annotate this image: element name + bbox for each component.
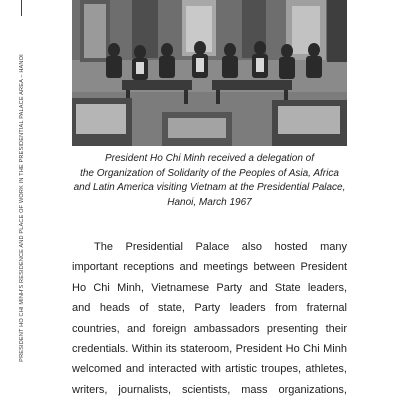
body-paragraph bbox=[72, 237, 347, 400]
body-line: writers, journalists, scientists, mass organizations, bbox=[72, 383, 347, 396]
caption-line: and Latin America visiting Vietnam at the Presidential Palace, bbox=[73, 182, 346, 193]
caption-line: the Organization of Solidarity of the Peoples of Asia, Africa bbox=[80, 167, 339, 179]
body-line: important receptions and meetings between President bbox=[72, 261, 347, 274]
photo-caption bbox=[72, 152, 347, 210]
caption-line: Hanoi, March 1967 bbox=[167, 196, 252, 208]
body-line: Ho Chi Minh, Vietnamese Party and State leaders, bbox=[72, 281, 347, 294]
body-line: welcomed and interacted with artistic troupes, athletes, bbox=[72, 363, 347, 376]
body-line: The Presidential Palace also hosted many bbox=[94, 241, 347, 253]
body-line: countries, and foreign ambassadors presenting their bbox=[72, 322, 347, 335]
historical-photograph bbox=[72, 0, 347, 146]
body-line: credentials. Within its stateroom, President Ho Chi Minh bbox=[72, 343, 347, 356]
running-header: PRESIDENT HO CHI MINH'S RESIDENCE AND PLACE OF WORK IN THE PRESIDENTIAL PALACE AREA – HANOI bbox=[19, 54, 25, 362]
side-margin bbox=[0, 0, 44, 400]
caption-line: President Ho Chi Minh received a delegation of bbox=[104, 153, 314, 164]
photograph-illustration bbox=[72, 0, 347, 146]
body-line: and heads of state, Party leaders from fraternal bbox=[72, 302, 347, 315]
side-margin-rule bbox=[21, 0, 22, 16]
